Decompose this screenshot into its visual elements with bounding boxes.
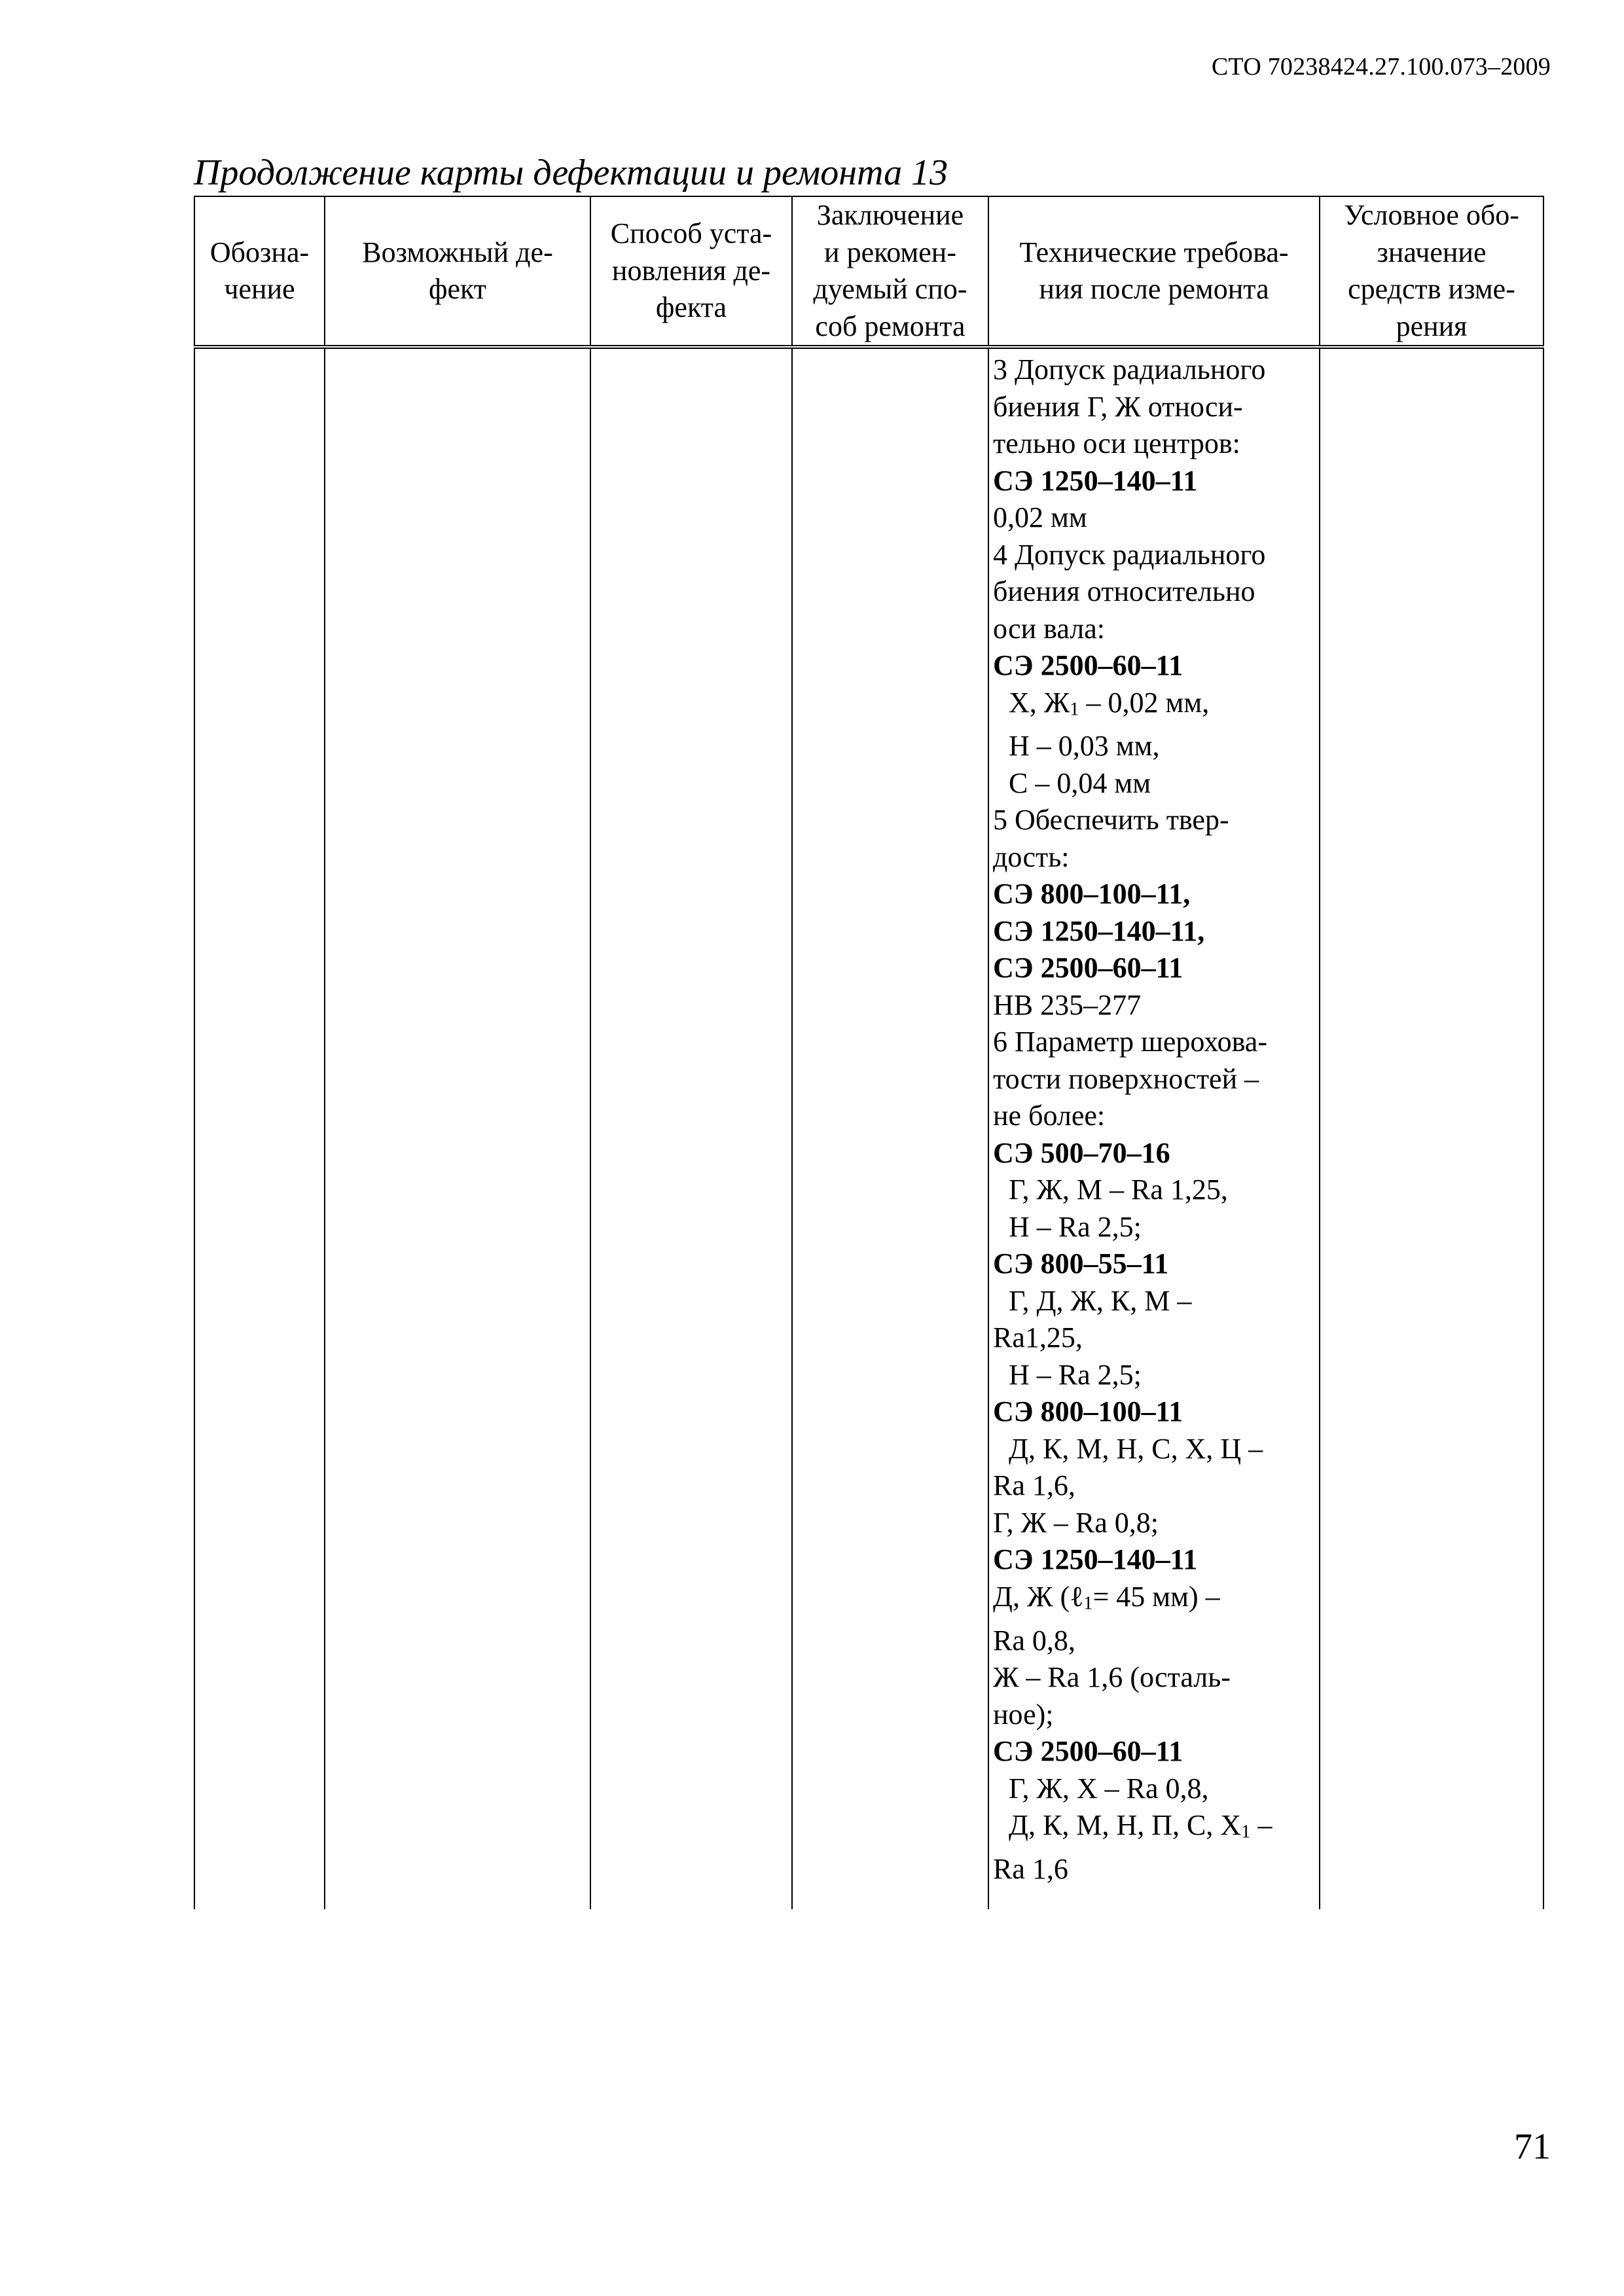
requirement-line: Ra1,25, bbox=[993, 1321, 1083, 1354]
header-possible-defect bbox=[325, 196, 590, 347]
requirement-line: 6 Параметр шерохова- bbox=[993, 1026, 1267, 1058]
requirement-line: СЭ 1250–140–11 bbox=[993, 464, 1198, 497]
requirement-line: Н – 0,03 мм, bbox=[1009, 730, 1160, 762]
requirement-line: Г, Ж, М – Ra 1,25, bbox=[1009, 1174, 1228, 1206]
defect-repair-table bbox=[194, 196, 1544, 1909]
requirement-line: СЭ 2500–60–11 bbox=[993, 1735, 1183, 1768]
cell-tech-requirements bbox=[988, 347, 1320, 1909]
header-designation bbox=[194, 196, 325, 347]
header-line: фекта bbox=[655, 291, 727, 324]
cell-designation bbox=[194, 347, 325, 1909]
requirement-line: Х, Ж1 – 0,02 мм, bbox=[1009, 686, 1210, 719]
requirement-line: Г, Ж, Х – Ra 0,8, bbox=[1009, 1772, 1209, 1804]
document-code: СТО 70238424.27.100.073–2009 bbox=[1211, 53, 1551, 81]
cell-possible-defect bbox=[325, 347, 590, 1909]
header-line: рения bbox=[1396, 310, 1468, 342]
requirement-line: дость: bbox=[993, 840, 1070, 873]
header-line: Условное обо- bbox=[1344, 199, 1519, 231]
requirement-line: НВ 235–277 bbox=[993, 988, 1142, 1021]
header-line: значение bbox=[1377, 236, 1487, 268]
requirement-line: 3 Допуск радиального bbox=[993, 353, 1266, 386]
header-line: Обозна- bbox=[209, 236, 310, 268]
requirement-line: 4 Допуск радиального bbox=[993, 538, 1266, 571]
requirement-line: СЭ 1250–140–11, bbox=[993, 914, 1205, 947]
requirement-line: тости поверхностей – bbox=[993, 1062, 1259, 1095]
subscript: 1 bbox=[1083, 1593, 1093, 1614]
header-line: Способ уста- bbox=[610, 217, 772, 250]
cell-measuring-tools bbox=[1320, 347, 1543, 1909]
requirement-line: СЭ 2500–60–11 bbox=[993, 649, 1183, 681]
requirement-line: Ra 1,6, bbox=[993, 1469, 1075, 1502]
header-line: соб ремонта bbox=[815, 310, 965, 342]
requirement-line: СЭ 500–70–16 bbox=[993, 1136, 1170, 1169]
requirement-line: С – 0,04 мм bbox=[1009, 766, 1151, 799]
table-header-row bbox=[194, 196, 1543, 347]
subscript: 1 bbox=[1241, 1821, 1251, 1842]
requirement-line: Ж – Ra 1,6 (осталь- bbox=[993, 1661, 1231, 1694]
requirement-line: биения относительно bbox=[993, 575, 1255, 607]
requirement-line: СЭ 800–55–11 bbox=[993, 1247, 1169, 1280]
header-line: новления де- bbox=[611, 254, 771, 287]
header-detection-method bbox=[590, 196, 792, 347]
header-line: фект bbox=[428, 273, 487, 305]
header-line: Заключение bbox=[816, 199, 964, 231]
cell-detection-method bbox=[590, 347, 792, 1909]
header-line: средств изме- bbox=[1348, 273, 1515, 305]
table-row bbox=[194, 347, 1543, 1909]
header-tech-requirements bbox=[988, 196, 1320, 347]
requirement-line: Д, Ж (ℓ1= 45 мм) – bbox=[993, 1580, 1220, 1614]
requirement-line: тельно оси центров: bbox=[993, 427, 1240, 459]
requirement-line: Г, Д, Ж, К, М – bbox=[1009, 1284, 1192, 1317]
requirement-line: ное); bbox=[993, 1698, 1054, 1731]
requirement-line: биения Г, Ж относи- bbox=[993, 390, 1243, 423]
requirement-line: Д, К, М, Н, П, С, Х1 – bbox=[1009, 1809, 1272, 1842]
table-caption: Продолжение карты дефектации и ремонта 13 bbox=[194, 152, 948, 193]
requirement-line: СЭ 800–100–11, bbox=[993, 878, 1191, 910]
requirement-line: СЭ 1250–140–11 bbox=[993, 1543, 1198, 1576]
header-line: чение bbox=[224, 273, 295, 305]
page-number: 71 bbox=[1514, 2126, 1551, 2167]
requirement-line: Н – Ra 2,5; bbox=[1009, 1210, 1142, 1243]
requirement-line: СЭ 2500–60–11 bbox=[993, 952, 1183, 984]
requirement-line: 0,02 мм bbox=[993, 501, 1087, 533]
requirement-line: СЭ 800–100–11 bbox=[993, 1395, 1183, 1428]
header-line: Технические требова- bbox=[1019, 236, 1289, 268]
cell-conclusion-repair bbox=[792, 347, 988, 1909]
requirement-line: Д, К, М, Н, С, Х, Ц – bbox=[1009, 1432, 1263, 1465]
requirement-line: Ra 1,6 bbox=[993, 1852, 1068, 1885]
header-line: Возможный де- bbox=[362, 236, 553, 268]
header-line: дуемый спо- bbox=[813, 273, 967, 305]
header-measuring-tools bbox=[1320, 196, 1543, 347]
requirement-line: Г, Ж – Ra 0,8; bbox=[993, 1506, 1159, 1539]
header-line: ния после ремонта bbox=[1039, 273, 1269, 305]
requirement-line: 5 Обеспечить твер- bbox=[993, 804, 1229, 836]
requirement-line: оси вала: bbox=[993, 612, 1105, 645]
header-conclusion-repair bbox=[792, 196, 988, 347]
requirement-line: Н – Ra 2,5; bbox=[1009, 1358, 1142, 1391]
header-line: и рекомен- bbox=[824, 236, 956, 268]
requirement-line: Ra 0,8, bbox=[993, 1624, 1075, 1657]
requirement-line: не более: bbox=[993, 1100, 1106, 1132]
subscript: 1 bbox=[1070, 698, 1079, 719]
